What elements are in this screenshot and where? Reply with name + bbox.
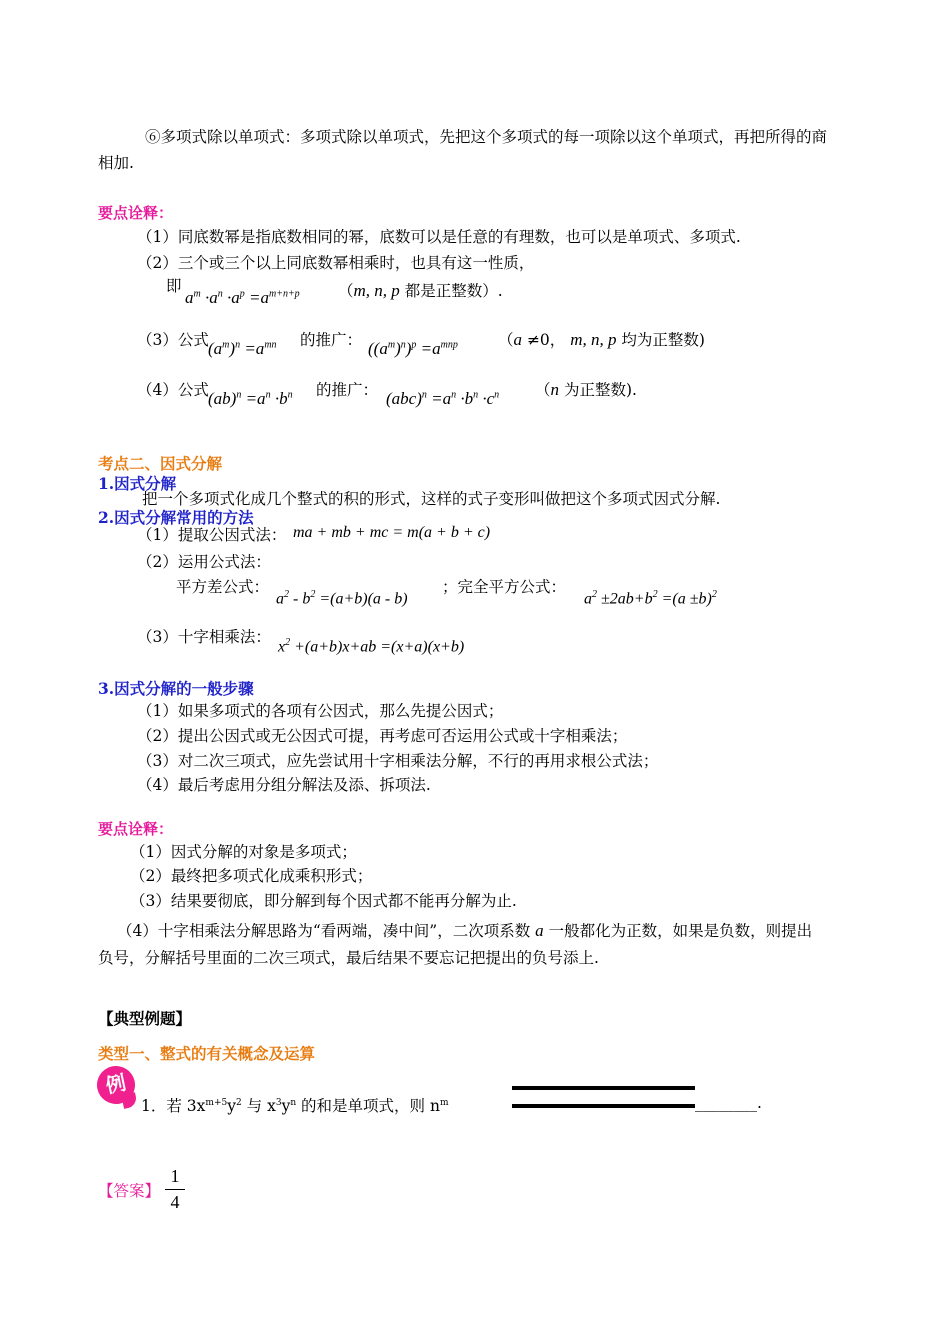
subsection-1-title: 1.因式分解	[98, 474, 177, 493]
answer-fraction	[165, 1166, 185, 1213]
note-2-formula: $a^m \cdot a^n \cdot a^p =a^{m+n+p}$	[185, 288, 300, 307]
factorization-definition: 把一个多项式化成几个整式的积的形式，这样的式子变形叫做把这个多项式因式分解.	[142, 490, 721, 508]
remark-4-line2: 负号，分解括号里面的二次三项式，最后结果不要忘记把提出的负号添上.	[98, 949, 599, 967]
note-2-vars: （m, n, p 都是正整数）.	[338, 281, 503, 300]
remark-4-line1: （4）十字相乘法分解思路为“看两端，凑中间”，二次项系数 a 一般都化为正数，如果是负数，则提出	[117, 921, 813, 940]
perfect-square-label: ；完全平方公式：	[442, 578, 567, 596]
example-badge: 例	[93, 1062, 138, 1107]
answer-line-top	[512, 1086, 695, 1090]
remark-3: （3）结果要彻底，即分解到每个因式都不能再分解为止.	[130, 892, 517, 910]
note-3-ext: $((a^m)^n)^p =a^{mnp}$	[368, 339, 458, 358]
note-3-cond: （a ≠0， m, n, p 均为正整数)	[498, 330, 705, 349]
note-4-cond: （n 为正整数).	[535, 380, 637, 399]
step-3: （3）对二次三项式，应先尝试用十字相乘法分解，不行的再用求根公式法；	[137, 752, 659, 770]
note-2-ji: 即	[166, 277, 182, 295]
method-3: （3）十字相乘法：	[137, 628, 271, 646]
note-4-ext: $(abc)^n =a^n \cdot b^n \cdot c^n$	[386, 389, 500, 408]
answer-line-bottom	[512, 1104, 695, 1108]
answer-label: 【答案】	[98, 1182, 161, 1200]
rule-6-line1: ⑥多项式除以单项式：多项式除以单项式，先把这个多项式的每一项除以这个单项式，再把所得的商	[145, 128, 828, 146]
difference-of-squares-formula: $a^2 - b^2 =(a+b)(a - b)$	[276, 589, 408, 608]
note-1: （1）同底数幂是指底数相同的幂，底数可以是任意的有理数，也可以是单项式、多项式.	[137, 228, 741, 246]
method-1: （1）提取公因式法：	[137, 526, 287, 544]
example-1-question: 1．若 $3x^{m+5}y^2$ 与 $x^3y^n$ 的和是单项式，则 $n^m$	[141, 1097, 449, 1116]
difference-of-squares-label: 平方差公式：	[176, 578, 270, 596]
method-3-formula: $x^2 +(a+b)x+ab =(x+a)(x+b)$	[278, 637, 465, 656]
example-1-blank[interactable]: ________.	[695, 1094, 762, 1112]
rule-6-line2: 相加.	[98, 154, 134, 172]
method-2: （2）运用公式法：	[137, 553, 271, 571]
subsection-2-title: 2.因式分解常用的方法	[98, 508, 254, 527]
note-3-prefix: （3）公式	[137, 331, 209, 349]
type-1-title: 类型一、整式的有关概念及运算	[98, 1044, 316, 1063]
step-4: （4）最后考虑用分组分解法及添、拆项法.	[137, 776, 431, 794]
note-2: （2）三个或三个以上同底数幂相乘时，也具有这一性质，	[137, 254, 535, 272]
note-3-mid: 的推广：	[300, 331, 363, 349]
perfect-square-formula: $a^2 \pm 2ab+b^2 =(a \pm b)^2$	[584, 589, 717, 608]
note-4-mid: 的推广：	[316, 381, 379, 399]
answer-numerator: 1	[170, 1166, 180, 1186]
examples-title: 【典型例题】	[98, 1009, 192, 1028]
remark-2: （2）最终把多项式化成乘积形式；	[130, 867, 373, 885]
note-4-formula: $(ab)^n =a^n \cdot b^n$	[208, 389, 293, 408]
key-notes-title-2: 要点诠释：	[98, 820, 174, 838]
subsection-3-title: 3.因式分解的一般步骤	[98, 679, 254, 698]
method-1-formula: ma + mb + mc = m(a + b + c)	[293, 524, 491, 541]
key-notes-title: 要点诠释：	[98, 204, 174, 222]
step-2: （2）提出公因式或无公因式可提，再考虑可否运用公式或十字相乘法；	[137, 727, 628, 745]
answer-denominator: 4	[170, 1192, 180, 1212]
remark-1: （1）因式分解的对象是多项式；	[130, 843, 357, 861]
step-1: （1）如果多项式的各项有公因式，那么先提公因式；	[137, 702, 504, 720]
section-2-title: 考点二、因式分解	[98, 454, 223, 473]
note-3-formula: $(a^m)^n =a^{mn}$	[208, 339, 277, 358]
note-4-prefix: （4）公式	[137, 381, 209, 399]
